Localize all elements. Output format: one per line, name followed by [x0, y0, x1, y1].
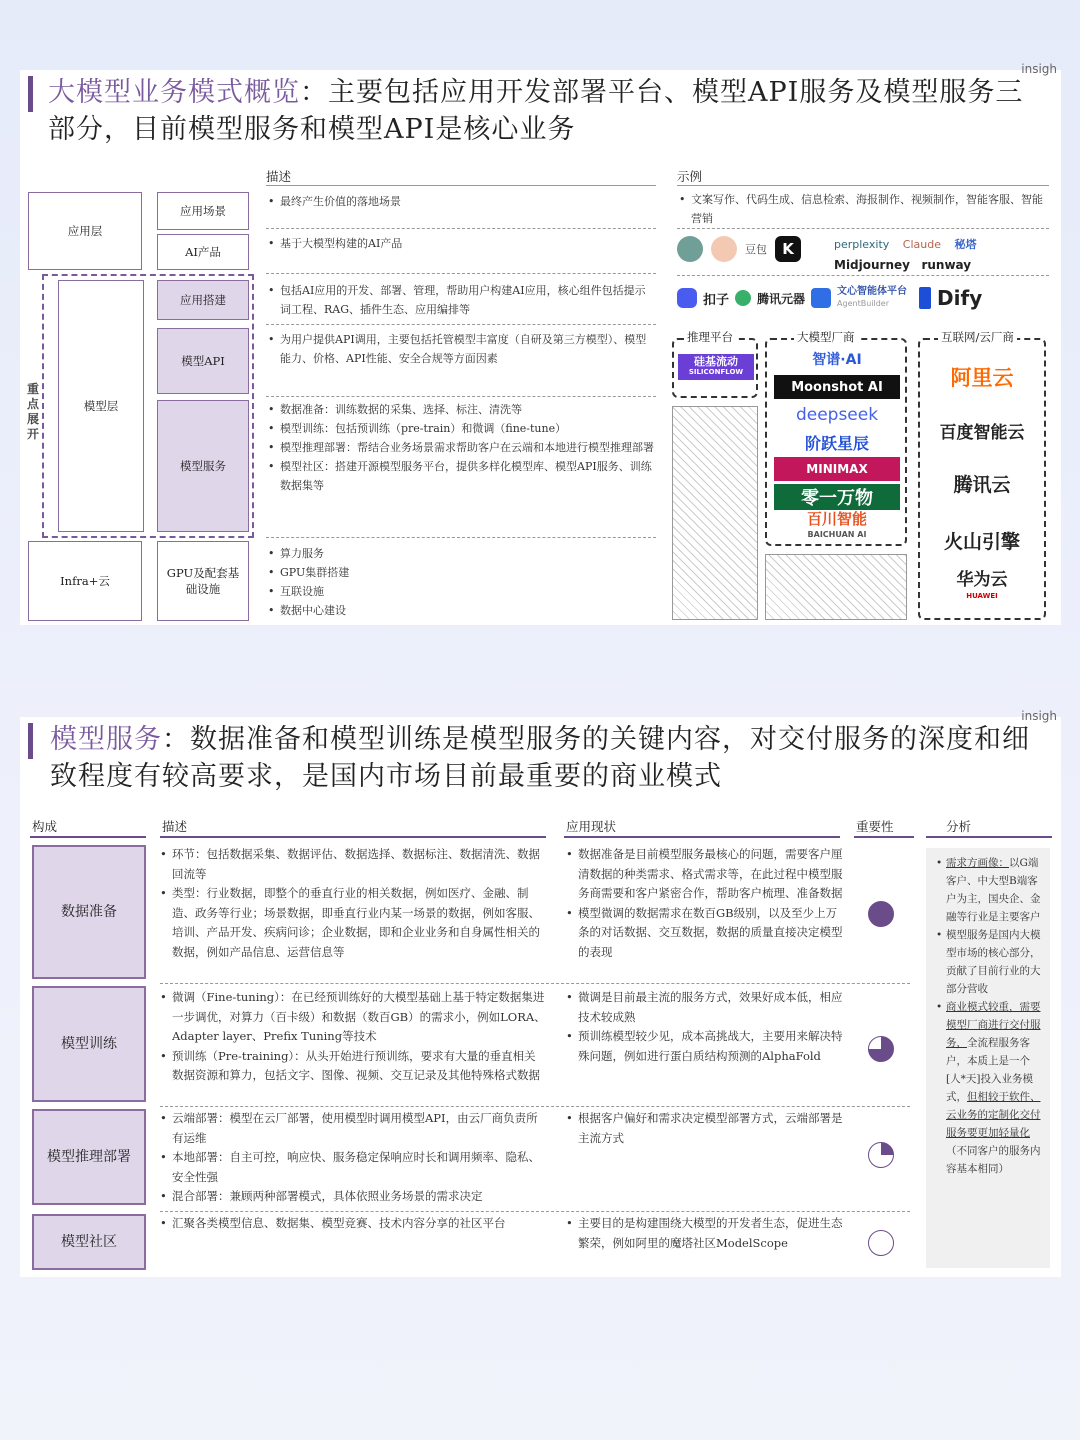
- row-divider: [677, 228, 1049, 229]
- product-logo-grid: [834, 235, 1054, 276]
- desc-item: • 类型：行业数据，即整个的垂直行业的相关数据，例如医疗、金融、制造、政务等行业；场景数据，即垂直行业内某一场景的数据，例如客服、培训、产品开发、疾病问诊；企业数据，即和企业业务和自身属性相关的数据，例如产品信息、运营信息等: [160, 884, 546, 962]
- row-training: 模型训练: [32, 986, 146, 1102]
- desc-scene: [268, 192, 656, 211]
- desc-api: [268, 330, 656, 368]
- kimi-icon: K: [775, 236, 801, 262]
- slide-overview: [20, 62, 1061, 625]
- title-accent-bar: [28, 723, 33, 759]
- desc-item: • 云端部署：模型在云厂部署，使用模型时调用模型API，由云厂商负责所有运维: [160, 1109, 546, 1148]
- desc-item: • 最终产生价值的落地场景: [268, 192, 656, 211]
- status-item: • 主要目的是构建围绕大模型的开发者生态，促进生态繁荣，例如阿里的魔塔社区ModelScope: [566, 1214, 846, 1253]
- header-rule: [30, 836, 146, 838]
- dify-icon: [919, 287, 931, 309]
- status-item: • 预训练模型较少见，成本高挑战大，主要用来解决特殊问题，例如进行蛋白质结构预测的AlphaFold: [566, 1027, 846, 1066]
- col-header-example: 示例: [677, 169, 703, 184]
- logo-01ai: 零一万物: [774, 484, 900, 510]
- header-rule: [266, 185, 656, 186]
- row-divider: [160, 1211, 910, 1212]
- logo-midjourney: Midjourney: [834, 258, 910, 272]
- product-logos: [677, 236, 801, 262]
- title-rest: ：主要包括应用开发部署平台、模型API服务及模型服务三部分，目前模型服务和模型API是核心业务: [48, 77, 1024, 145]
- analysis-note: （不同客户的服务内容基本相同）: [946, 1145, 1041, 1175]
- example-item: • 文案写作、代码生成、信息检索、海报制作、视频制作，智能客服、智能营销: [679, 190, 1051, 228]
- logo-baichuan-sub: BAICHUAN AI: [807, 530, 867, 539]
- importance-pie: [868, 1036, 894, 1062]
- importance-pie: [868, 901, 894, 927]
- desc-item: • 为用户提供API调用，主要包括托管模型丰富度（自研及第三方模型）、模型能力、价格、API性能、安全合规等方面因素: [268, 330, 656, 368]
- row-inference-desc: [160, 1109, 546, 1207]
- row-inference-status: [566, 1109, 846, 1148]
- col-header-analysis: 分析: [946, 819, 972, 834]
- desc-item: • 混合部署：兼顾两种部署模式，具体依照业务场景的需求决定: [160, 1187, 546, 1207]
- logo-yuanqi: 腾讯元器: [757, 291, 806, 306]
- header-rule: [677, 185, 1049, 186]
- focus-label: 重点展开: [26, 382, 39, 441]
- hatched-placeholder: [765, 554, 907, 620]
- logo-mita: 秘塔: [954, 238, 977, 251]
- header-rule: [564, 836, 840, 838]
- header-rule: [160, 836, 546, 838]
- analysis-text: 以G端客户、中大型B端客户为主，国央企、金融等行业是主要客户: [946, 857, 1041, 923]
- row-inference: 模型推理部署: [32, 1109, 146, 1205]
- logo-tencentyun: 腾讯云: [953, 473, 1011, 496]
- corner-watermark: insigh: [1021, 62, 1057, 76]
- importance-pie: [868, 1142, 894, 1168]
- slide-title: [48, 74, 1038, 148]
- col-header-comp: 构成: [32, 819, 58, 834]
- desc-item: • 模型社区：搭建开源模型服务平台，提供多样化模型库、模型API服务、训练数据集等: [268, 457, 656, 495]
- logo-wenxin-main: 文心智能体平台: [837, 286, 908, 297]
- corner-watermark: insigh: [1021, 709, 1057, 723]
- sub-api: 模型API: [157, 328, 249, 394]
- logo-runway: runway: [921, 258, 972, 272]
- analysis-lead: 商业模式较重，需要模型厂商进行交付服务，: [946, 1001, 1041, 1049]
- logo-wenxin: [837, 286, 907, 310]
- logo-siliconflow-main: 硅基流动: [694, 355, 738, 368]
- status-item: • 根据客户偏好和需求决定模型部署方式，云端部署是主流方式: [566, 1109, 846, 1148]
- sub-product: AI产品: [157, 234, 249, 270]
- title-accent-bar: [28, 76, 33, 112]
- logo-aliyun: 阿里云: [950, 366, 1014, 390]
- wenxin-icon: [811, 288, 831, 308]
- logo-wenxin-sub: AgentBuilder: [837, 299, 890, 308]
- desc-product: [268, 234, 656, 253]
- analysis-panel: [926, 848, 1050, 1268]
- logo-huaweiyun-sub: HUAWEI: [966, 592, 998, 600]
- logo-huaweiyun-main: 华为云: [956, 570, 1008, 590]
- logo-doubao: 豆包: [745, 243, 767, 256]
- analysis-item: [936, 998, 1042, 1178]
- desc-item: • GPU集群搭建: [268, 563, 656, 582]
- desc-infra: [268, 544, 656, 620]
- logo-baichuan-main: 百川智能: [806, 510, 867, 528]
- col-header-importance: 重要性: [856, 819, 894, 834]
- layer-infra: Infra+云: [28, 541, 142, 621]
- logo-baiduyun: 百度智能云: [939, 422, 1025, 443]
- status-item: • 微调是目前最主流的服务方式，效果好成本低，相应技术较成熟: [566, 988, 846, 1027]
- row-community: 模型社区: [32, 1214, 146, 1270]
- logo-baichuan: [774, 510, 900, 541]
- analysis-text: 模型服务是国内大模型市场的核心部分，贡献了目前行业的大部分营收: [946, 929, 1041, 995]
- sub-build: 应用搭建: [157, 280, 249, 320]
- header-rule: [854, 836, 914, 838]
- row-divider: [677, 275, 1049, 276]
- row-training-desc: [160, 988, 546, 1086]
- status-item: • 模型微调的数据需求在数百GB级别，以及至少上万条的对话数据、交互数据，数据的质量直接决定模型的表现: [566, 904, 846, 963]
- desc-item: • 环节：包括数据采集、数据评估、数据选择、数据标注、数据清洗、数据回流等: [160, 845, 546, 884]
- logo-minimax: MINIMAX: [774, 457, 900, 481]
- desc-service: [268, 400, 656, 495]
- status-item: • 数据准备是目前模型服务最核心的问题，需要客户厘清数据的种类需求、格式需求等，在此过程中模型服务商需要和客户紧密合作，帮助客户梳理、准备数据: [566, 845, 846, 904]
- logo-perplexity: perplexity: [834, 238, 890, 251]
- desc-item: • 数据中心建设: [268, 601, 656, 620]
- row-community-status: [566, 1214, 846, 1253]
- analysis-lead: 需求方画像：: [946, 857, 1009, 869]
- doubao-icon: [711, 236, 737, 262]
- logo-deepseek: deepseek: [795, 405, 879, 425]
- desc-item: • 数据准备：训练数据的采集、选择、标注、清洗等: [268, 400, 656, 419]
- logo-siliconflow-sub: SILICONFLOW: [688, 368, 744, 376]
- row-community-desc: [160, 1214, 546, 1234]
- logo-kouzi: 扣子: [703, 292, 730, 308]
- logo-huaweiyun: [922, 570, 1042, 606]
- logo-stepfun: 阶跃星辰: [804, 433, 869, 453]
- logo-moonshot: Moonshot AI: [774, 375, 900, 399]
- row-data-prep-desc: [160, 845, 546, 962]
- row-divider: [266, 396, 656, 397]
- desc-item: • 模型推理部署：帮结合业务场景需求帮助客户在云端和本地进行模型推理部署: [268, 438, 656, 457]
- desc-item: • 互联设施: [268, 582, 656, 601]
- example-scene: [679, 190, 1051, 228]
- vendor-big-label: 大模型厂商: [794, 329, 858, 345]
- logo-dify: Dify: [937, 286, 983, 310]
- kouzi-icon: [677, 288, 697, 308]
- title-highlight: 模型服务: [50, 724, 162, 755]
- desc-item: • 汇聚各类模型信息、数据集、模型竞赛、技术内容分享的社区平台: [160, 1214, 546, 1234]
- hatched-placeholder: [672, 406, 758, 620]
- col-header-status: 应用现状: [566, 819, 617, 834]
- desc-item: • 预训练（Pre-training）：从头开始进行预训练，要求有大量的垂直相关数据资源和算力，包括文字、图像、视频、交互记录及其他特殊格式数据: [160, 1047, 546, 1086]
- layer-app: 应用层: [28, 192, 142, 270]
- desc-item: • 基于大模型构建的AI产品: [268, 234, 656, 253]
- sub-service: 模型服务: [157, 400, 249, 532]
- yuanqi-icon: [735, 290, 751, 306]
- row-data-prep-status: [566, 845, 846, 962]
- row-divider: [266, 537, 656, 538]
- analysis-tail: 但相较于软件、云业务的定制化交付服务要更加轻量化: [946, 1091, 1041, 1139]
- col-header-desc: 描述: [162, 819, 188, 834]
- row-training-status: [566, 988, 846, 1066]
- analysis-item: [936, 926, 1042, 998]
- chatgpt-icon: [677, 236, 703, 262]
- desc-build: [268, 281, 656, 319]
- logo-volcano: 火山引擎: [943, 530, 1020, 553]
- slide-model-service: [20, 709, 1061, 1277]
- row-divider: [160, 983, 910, 984]
- header-rule: [926, 836, 1052, 838]
- layer-model: 模型层: [58, 280, 144, 532]
- title-highlight: 大模型业务模式概览: [48, 77, 300, 108]
- logo-zhipu: 智谱·AI: [812, 352, 862, 368]
- desc-item: • 模型训练：包括预训练（pre-train）和微调（fine-tune）: [268, 419, 656, 438]
- row-divider: [266, 273, 656, 274]
- row-divider: [160, 1106, 910, 1107]
- title-rest: ：数据准备和模型训练是模型服务的关键内容，对交付服务的深度和细致程度有较高要求，是国内市场目前最重要的商业模式: [50, 724, 1030, 792]
- analysis-item: [936, 854, 1042, 926]
- desc-item: • 本地部署：自主可控，响应快、服务稳定保响应时长和调用频率、隐私、安全性强: [160, 1148, 546, 1187]
- slide-title: [50, 721, 1040, 795]
- sub-scene: 应用场景: [157, 192, 249, 230]
- analysis-text: 全流程服务客户，本质上是一个[人*天]投入业务模式，: [946, 1037, 1033, 1103]
- desc-item: • 微调（Fine-tuning）：在已经预训练好的大模型基础上基于特定数据集进一步调优，对算力（百卡级）和数据（数百GB）的需求小，例如LORA、Adapter layer、Prefix Tuning等技术: [160, 988, 546, 1047]
- row-divider: [266, 228, 656, 229]
- logo-siliconflow: [678, 354, 754, 380]
- desc-item: • 包括AI应用的开发、部署、管理，帮助用户构建AI应用，核心组件包括提示词工程、RAG、插件生态、应用编排等: [268, 281, 656, 319]
- vendor-infer-label: 推理平台: [684, 329, 736, 345]
- sub-gpu: GPU及配套基础设施: [157, 541, 249, 621]
- desc-item: • 算力服务: [268, 544, 656, 563]
- logo-claude: Claude: [902, 238, 941, 251]
- importance-pie: [868, 1230, 894, 1256]
- vendor-cloud-label: 互联网/云厂商: [938, 329, 1017, 345]
- row-data-prep: 数据准备: [32, 845, 146, 979]
- row-divider: [266, 324, 656, 325]
- col-header-desc: 描述: [266, 169, 292, 184]
- build-logos: [677, 286, 982, 310]
